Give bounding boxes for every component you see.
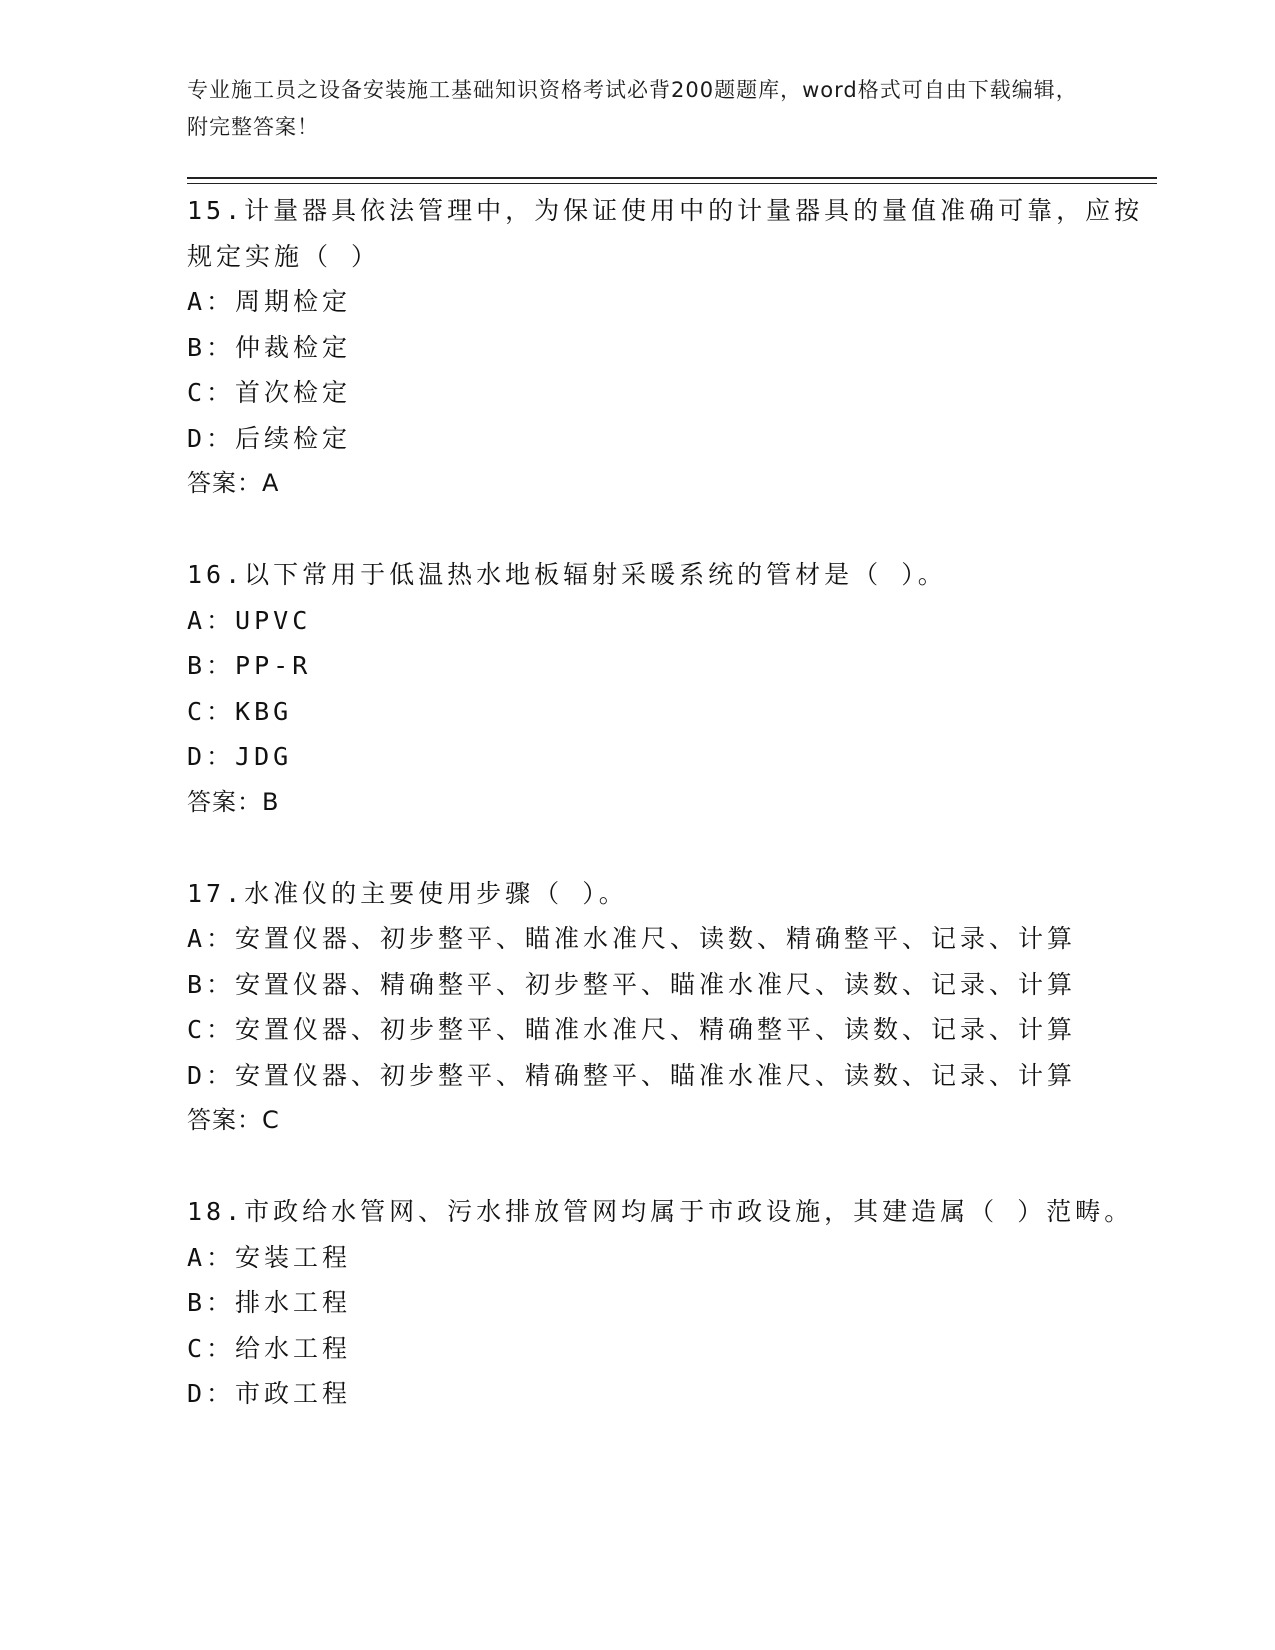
option-d: D：安置仪器、初步整平、精确整平、瞄准水准尺、读数、记录、计算 bbox=[187, 1060, 1077, 1090]
option-c: C：KBG bbox=[187, 696, 293, 726]
option-b: B：仲裁检定 bbox=[187, 332, 352, 362]
option-c: C：安置仪器、初步整平、瞄准水准尺、精确整平、读数、记录、计算 bbox=[187, 1015, 1077, 1044]
option-b: B：安置仪器、精确整平、初步整平、瞄准水准尺、读数、记录、计算 bbox=[187, 969, 1077, 999]
question-list bbox=[187, 188, 1147, 1417]
question-text: 16.以下常用于低温热水地板辐射采暖系统的管材是（ ）。 bbox=[187, 560, 947, 589]
question-spacer bbox=[187, 825, 1147, 871]
option-c: C：给水工程 bbox=[187, 1333, 352, 1363]
option-d: D：后续检定 bbox=[187, 423, 352, 453]
header-divider-thin bbox=[187, 183, 1157, 184]
question-text: 17.水准仪的主要使用步骤（ ）。 bbox=[187, 878, 628, 908]
question-spacer bbox=[187, 507, 1147, 553]
option-d: D：JDG bbox=[187, 742, 293, 771]
option-a: A：安置仪器、初步整平、瞄准水准尺、读数、精确整平、记录、计算 bbox=[187, 924, 1077, 953]
header-divider-thick bbox=[187, 177, 1157, 179]
option-a: A：UPVC bbox=[187, 605, 312, 635]
question-spacer bbox=[187, 1144, 1147, 1190]
option-a: A：周期检定 bbox=[187, 287, 352, 316]
question-text: 18.市政给水管网、污水排放管网均属于市政设施，其建造属（ ）范畴。 bbox=[187, 1197, 1134, 1226]
question-text: 15.计量器具依法管理中，为保证使用中的计量器具的量值准确可靠，应按规定实施（ ） bbox=[187, 196, 1144, 271]
question-15 bbox=[187, 188, 1147, 507]
answer: 答案：C bbox=[187, 1106, 280, 1134]
question-16 bbox=[187, 552, 1147, 825]
option-d: D：市政工程 bbox=[187, 1379, 352, 1408]
option-a: A：安装工程 bbox=[187, 1242, 352, 1272]
answer: 答案：A bbox=[187, 469, 280, 497]
option-c: C：首次检定 bbox=[187, 378, 352, 407]
question-18 bbox=[187, 1189, 1147, 1417]
option-b: B：排水工程 bbox=[187, 1288, 352, 1317]
option-b: B：PP-R bbox=[187, 651, 312, 680]
answer: 答案：B bbox=[187, 787, 280, 816]
question-17 bbox=[187, 871, 1147, 1144]
document-intro: 专业施工员之设备安装施工基础知识资格考试必背200题题库，word格式可自由下载编辑，附完整答案！ bbox=[187, 78, 1078, 139]
